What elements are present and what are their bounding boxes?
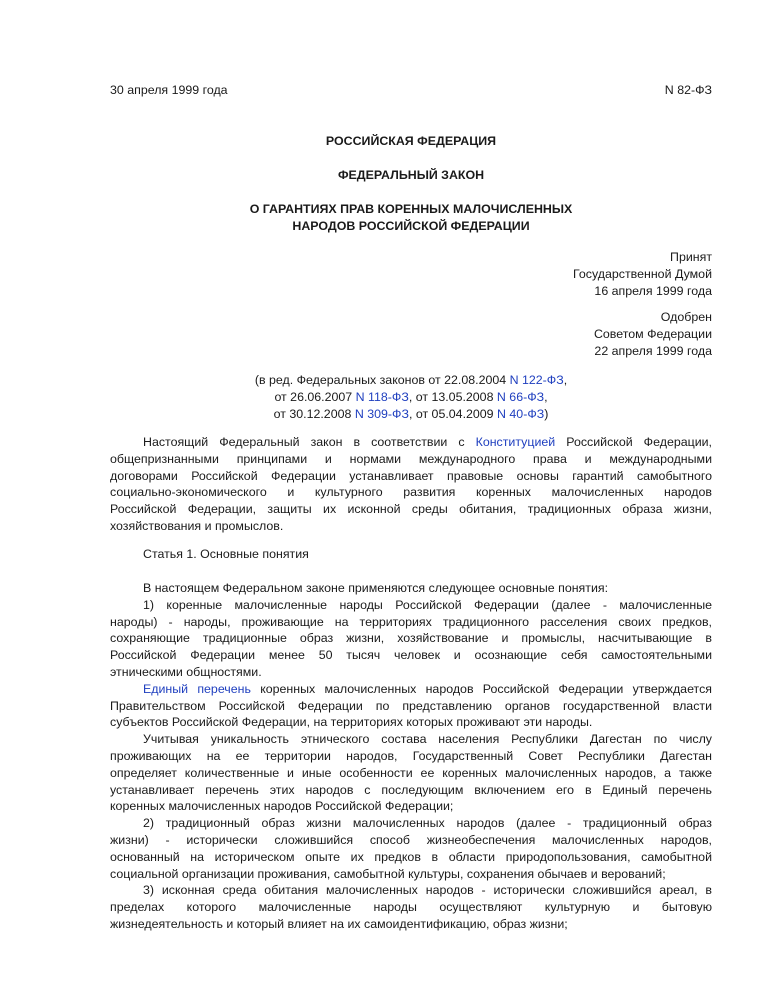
edition-line-2: от 26.06.2007 N 118-ФЗ, от 13.05.2008 N 66-ФЗ, xyxy=(274,389,548,404)
document-type-title: ФЕДЕРАЛЬНЫЙ ЗАКОН xyxy=(337,168,485,182)
dagestan-line-3: определяет количественные и иные особенности ее коренных малочисленных народов, а также xyxy=(110,765,712,780)
preamble-line-1: Настоящий Федеральный закон в соответствии с Конституцией Российской Федерации, xyxy=(143,435,712,449)
amendment-link-66[interactable]: N 66-ФЗ xyxy=(496,389,545,404)
definition-2-line-3: основанный на историческом опыте их предков в области природопользования, самобытной xyxy=(110,849,712,864)
adoption-line-3: 16 апреля 1999 года xyxy=(594,283,712,298)
dagestan-line-1: Учитывая уникальность этнического состава населения Республики Дагестан по числу xyxy=(143,732,712,747)
law-number: N 82-ФЗ xyxy=(664,83,712,97)
preamble-line-5: Российской Федерации, защиты их исконной среды обитания, традиционных образа жизни, xyxy=(110,502,712,517)
preamble-paragraph xyxy=(110,434,712,535)
article-1-intro: В настоящем Федеральном законе применяются следующее основные понятия: xyxy=(143,581,609,595)
definition-2-line-2: жизни) - исторически сложившийся способ жизнеобеспечения малочисленных народов, xyxy=(110,832,712,847)
definition-1-line-4: Российской Федерации менее 50 тысяч человек и осознающие себя самостоятельными xyxy=(110,648,712,663)
article-1-body xyxy=(110,580,712,933)
approval-line-1: Одобрен xyxy=(660,310,712,324)
law-title xyxy=(110,201,712,235)
definition-1-line-3: сохраняющие традиционные образ жизни, хозяйствование и промыслы, насчитывающие в xyxy=(110,631,712,646)
definition-1-line-5: этническими общностями. xyxy=(110,664,262,679)
law-title-line-1: О ГАРАНТИЯХ ПРАВ КОРЕННЫХ МАЛОЧИСЛЕННЫХ xyxy=(249,202,573,216)
preamble-line-2: общепризнанными принципами и нормами международного права и международными xyxy=(110,451,712,466)
unified-list-link[interactable]: Единый перечень xyxy=(143,681,251,696)
amendment-link-122[interactable]: N 122-ФЗ xyxy=(509,373,564,387)
definition-2-line-1: 2) традиционный образ жизни малочисленных народов (далее - традиционный образ xyxy=(143,816,712,831)
article-1-heading: Статья 1. Основные понятия xyxy=(143,547,309,561)
edition-line-1: (в ред. Федеральных законов от 22.08.2004 N 122-ФЗ, xyxy=(254,373,568,387)
law-title-line-2: НАРОДОВ РОССИЙСКОЙ ФЕДЕРАЦИИ xyxy=(292,218,530,233)
unified-list-line-3: субъектов Российской Федерации, на территориях которых проживают эти народы. xyxy=(110,715,593,730)
adoption-block xyxy=(573,249,712,299)
adoption-line-1: Принят xyxy=(670,250,712,264)
definition-1-line-1: 1) коренные малочисленные народы Российской Федерации (далее - малочисленные xyxy=(143,597,712,612)
adoption-line-2: Государственной Думой xyxy=(573,266,712,281)
definition-3-line-2: пределах которого малочисленные народы осуществляют культурную и бытовую xyxy=(110,900,712,915)
amendment-link-309[interactable]: N 309-ФЗ xyxy=(354,406,409,421)
edition-note xyxy=(110,372,712,422)
amendment-link-118[interactable]: N 118-ФЗ xyxy=(355,389,409,404)
definition-2-line-4: социальной организации проживания, самобытной культуры, сохранения обычаев и верований; xyxy=(110,866,666,881)
country-title: РОССИЙСКАЯ ФЕДЕРАЦИЯ xyxy=(325,134,497,148)
dagestan-line-2: проживающих на ее территории народов, Государственный Совет Республики Дагестан xyxy=(110,748,712,763)
preamble-line-3: договорами Российской Федерации устанавливает правовые основы гарантий самобытного xyxy=(110,468,712,483)
amendment-link-40[interactable]: N 40-ФЗ xyxy=(497,406,545,421)
definition-1-line-2: народы) - народы, проживающие на территориях традиционного расселения своих предков, xyxy=(110,614,712,629)
approval-line-2: Советом Федерации xyxy=(593,326,712,341)
approval-block xyxy=(594,309,712,359)
dagestan-line-4: устанавливает перечень этих народов с последующим включением его в Единый перечень xyxy=(110,782,712,797)
unified-list-line-2: Правительством Российской Федерации по представлению органов государственной власти xyxy=(110,698,712,713)
edition-line-3: от 30.12.2008 N 309-ФЗ, от 05.04.2009 N 40-ФЗ) xyxy=(273,406,549,421)
definition-3-line-3: жизнедеятельность и который влияет на их самоидентификацию, образ жизни; xyxy=(110,916,568,931)
dagestan-line-5: коренных малочисленных народов Российской Федерации; xyxy=(110,799,454,814)
constitution-link[interactable]: Конституцией xyxy=(475,435,556,449)
definition-3-line-1: 3) исконная среда обитания малочисленных народов - исторически сложившийся ареал, в xyxy=(143,883,712,898)
approval-line-3: 22 апреля 1999 года xyxy=(594,343,712,358)
unified-list-line-1: Единый перечень коренных малочисленных народов Российской Федерации утверждается xyxy=(143,681,712,696)
preamble-line-6: хозяйствования и промыслов. xyxy=(110,518,284,533)
preamble-line-4: социально-экономического и культурного развития коренных малочисленных народов xyxy=(110,485,712,500)
law-date: 30 апреля 1999 года xyxy=(110,83,228,97)
